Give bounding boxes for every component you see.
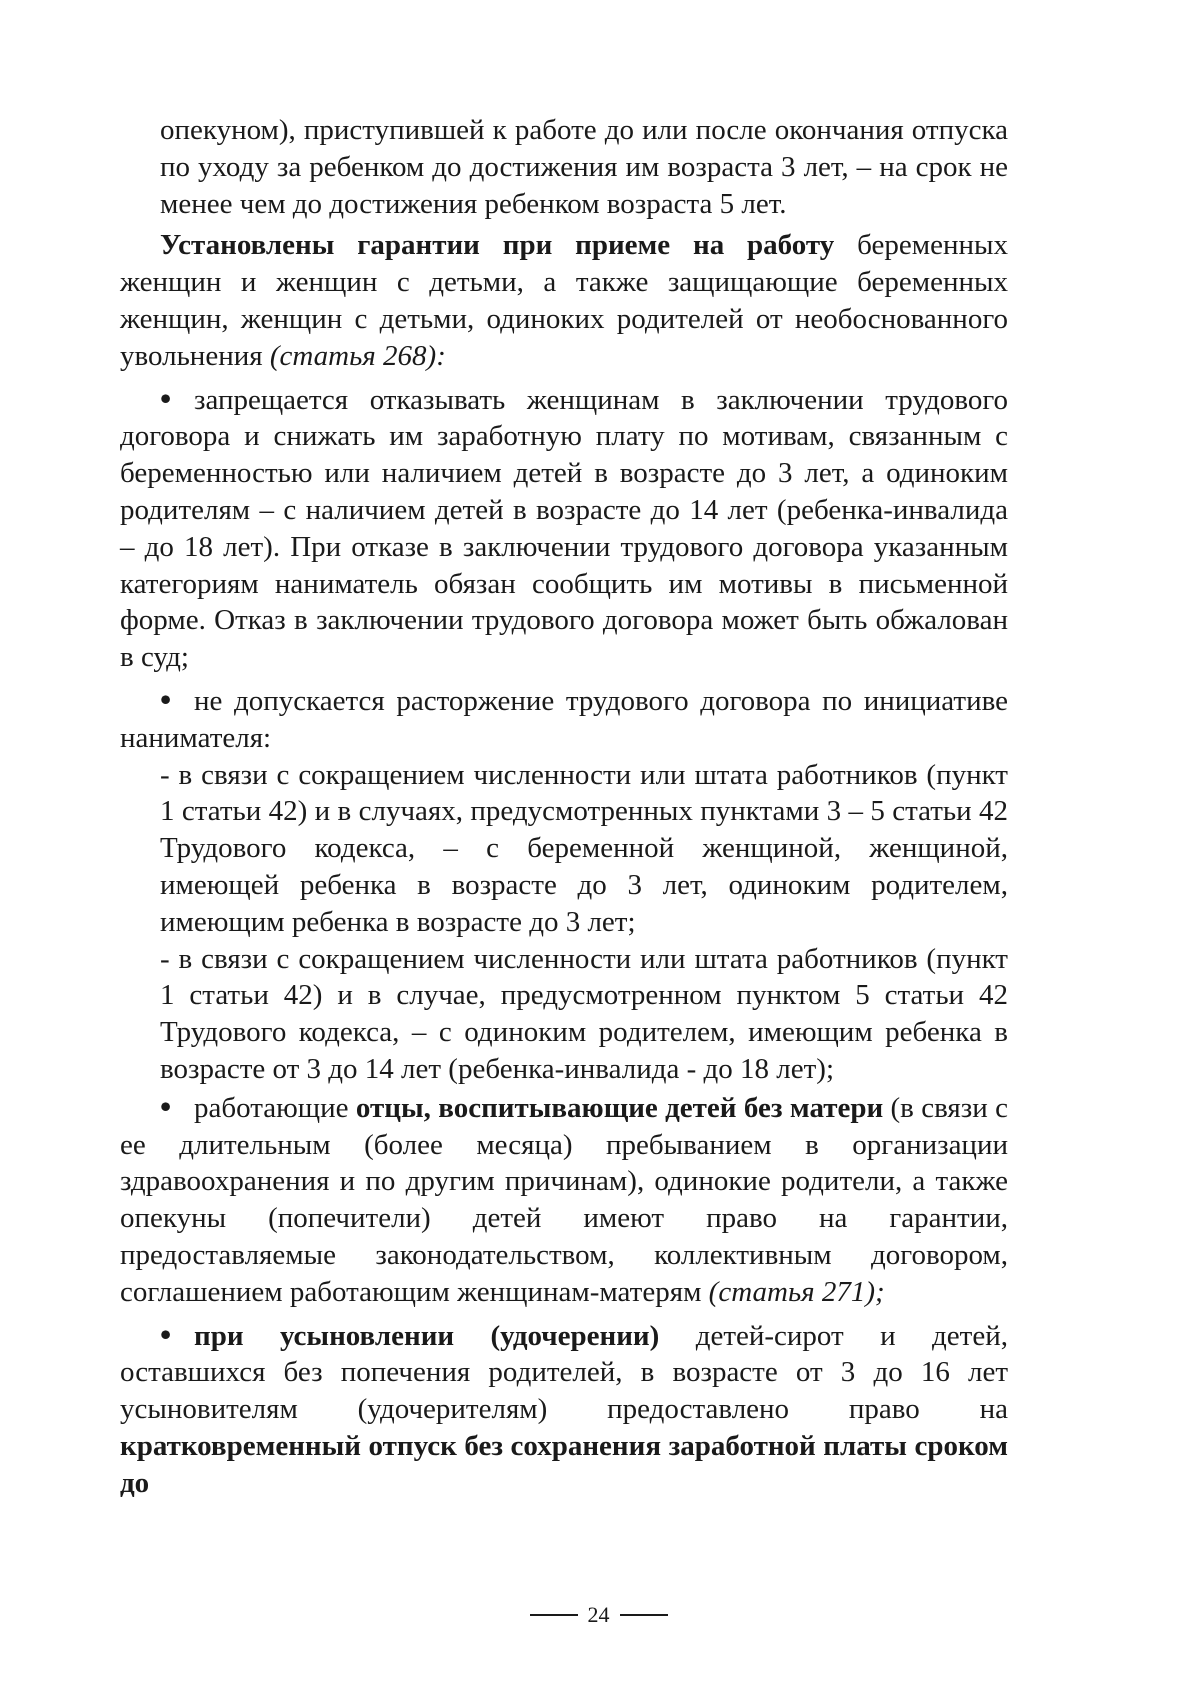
bullet-bold: отцы, воспитывающие детей без матери [355,1091,884,1124]
guarantees-paragraph [120,227,1008,374]
continuation-paragraph: опекуном), приступившей к работе до или после окончания отпуска по уходу за ребенком до достижения им возраста 3 лет, – на срок не менее чем до достижения ребенком возраста 5 лет. [160,114,1008,220]
bullet-text: детей-сирот и детей, оставшихся без попечения родителей, в возрасте от 3 до 16 лет усыновителям (удочерителям) предоставлено право на [120,1319,1008,1426]
sub-item: - в связи с сокращением численности или штата работников (пункт 1 статьи 42) и в случаях, предусмотренных пунктами 3 – 5 статьи 42 Трудового кодекса, – с беременной женщиной, женщиной, имеющей ребенка в возрасте до 3 лет, одиноким родителем, имеющим ребенка в возрасте до 3 лет; [160,758,1008,938]
guarantees-text: беременных женщин и женщин с детьми, а также защищающие беременных женщин, женщин с детьми, одиноких родителей от необоснованного увольнения [120,229,1009,372]
article-reference: (статья 271); [708,1275,885,1308]
guarantees-heading: Установлены гарантии при приеме на работу [160,229,835,262]
article-reference: (статья 268): [269,339,446,372]
bullet-bold: при усыновлении (удочерении) [194,1319,660,1352]
page-footer [0,1598,1197,1632]
bullet-item [120,1088,1008,1311]
bullet-item [120,1316,1008,1502]
bullet-text: (в связи с ее длительным (более месяца) пребыванием в организации здравоохранения и по другим причинам), одинокие родители, а также опекуны (попечители) детей имеют право на гарантии, предоставляемые законодательством, коллективным договором, соглашением работающим женщинам-матерям [120,1091,1008,1308]
page-number: 24 [587,1602,610,1627]
footer-rule-right [620,1614,668,1616]
sub-item: - в связи с сокращением численности или штата работников (пункт 1 статьи 42) и в случае, предусмотренном пунктом 5 статьи 42 Трудового кодекса, – с одиноким родителем, имеющим ребенка в возрасте от 3 до 14 лет (ребенка-инвалида - до 18 лет); [160,942,1008,1085]
footer-rule-left [530,1614,578,1616]
bullet-bold-end: кратковременный отпуск без сохранения заработной платы сроком до [120,1429,1008,1499]
bullet-icon [160,380,194,419]
bullet-text: не допускается расторжение трудового договора по инициативе нанимателя: [120,684,1008,754]
bullet-icon [160,1088,194,1127]
bullet-icon [160,681,194,720]
bullet-item [120,380,1008,676]
bullet-item [120,681,1008,757]
bullet-text: запрещается отказывать женщинам в заключении трудового договора и снижать им заработную плату по мотивам, связанным с беременностью или наличием детей в возрасте до 3 лет, а одиноким родителям – с наличием детей в возрасте до 14 лет (ребенка-инвалида – до 18 лет). При отказе в заключении трудового договора указанным категориям наниматель обязан сообщить им мотивы в письменной форме. Отказ в заключении трудового договора может быть обжалован в суд; [120,383,1008,674]
bullet-lead: работающие [194,1091,356,1124]
bullet-icon [160,1316,194,1355]
page-body [120,112,1008,1506]
